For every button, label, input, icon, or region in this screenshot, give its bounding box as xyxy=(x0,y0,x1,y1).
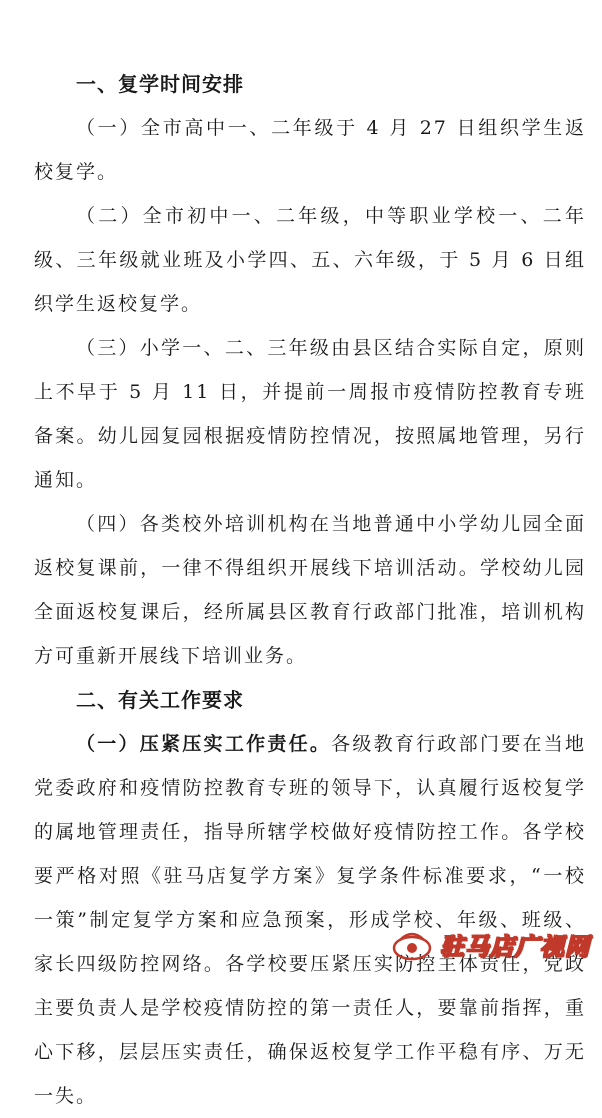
paragraph-3: （三）小学一、二、三年级由县区结合实际自定，原则上不早于 5 月 11 日，并提前一周报市疫情防控教育专班备案。幼儿园复园根据疫情防控情况，按照属地管理，另行通知。 xyxy=(34,337,586,491)
paragraph-4: （四）各类校外培训机构在当地普通中小学幼儿园全面返校复课前，一律不得组织开展线下培训活动。学校幼儿园全面返校复课后，经所属县区教育行政部门批准，培训机构方可重新开展线下培训业务。 xyxy=(34,513,586,667)
watermark-text: 驻马店广视网 xyxy=(440,932,590,961)
broadcast-logo-icon xyxy=(390,926,434,962)
site-watermark xyxy=(390,926,590,962)
section-heading-requirements: 二、有关工作要求 xyxy=(76,688,244,712)
section-heading-schedule: 一、复学时间安排 xyxy=(76,72,244,96)
paragraph-5-body: 各级教育行政部门要在当地党委政府和疫情防控教育专班的领导下，认真履行返校复学的属地管理责任，指导所辖学校做好疫情防控工作。各学校要严格对照《驻马店复学方案》复学条件标准要求，“一校一策”制定复学方案和应急预案，形成学校、年级、班级、家长四级防控网络。各学校要压紧压实防控主体责任，党政主要负责人是学校疫情防控的第一责任人，要靠前指挥，重心下移，层层压实责任，确保返校复学工作平稳有序、万无一失。 xyxy=(34,733,586,1107)
paragraph-5-lead: （一）压紧压实工作责任。 xyxy=(76,733,332,755)
paragraph-1: （一）全市高中一、二年级于 4 月 27 日组织学生返校复学。 xyxy=(34,117,586,183)
paragraph-5 xyxy=(34,722,586,1118)
paragraph-2: （二）全市初中一、二年级，中等职业学校一、二年级、三年级就业班及小学四、五、六年级，于 5 月 6 日组织学生返校复学。 xyxy=(34,205,586,315)
